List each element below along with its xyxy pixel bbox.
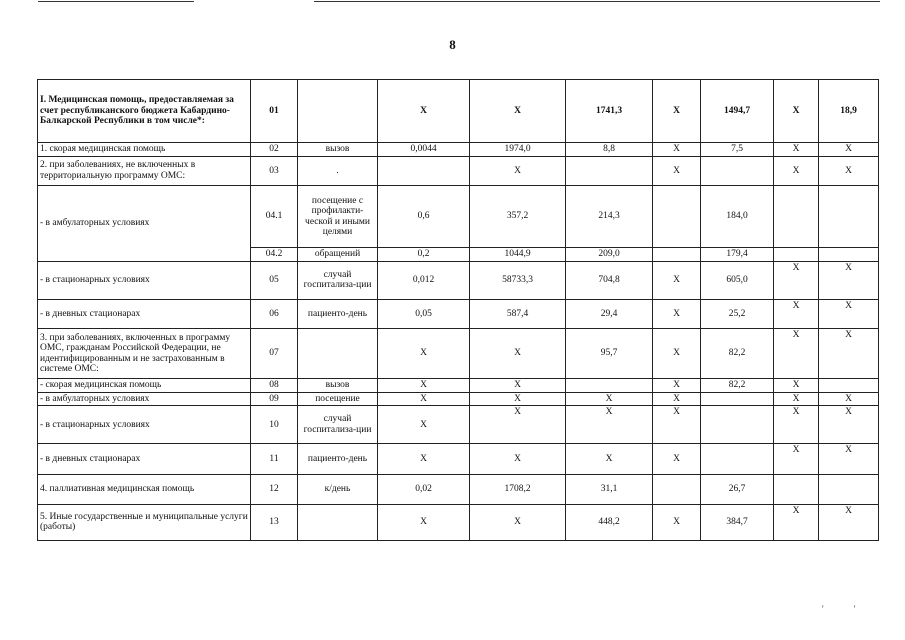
value-cell — [774, 248, 819, 262]
value-cell: X — [653, 379, 701, 393]
value-cell: X — [774, 156, 819, 185]
top-rule-left — [38, 1, 194, 2]
value-cell — [566, 379, 653, 393]
value-cell: 82,2 — [701, 379, 774, 393]
value-cell: X — [774, 379, 819, 393]
row-code: 06 — [251, 299, 298, 328]
value-cell: X — [819, 406, 879, 444]
unit-cell: обращений — [298, 248, 378, 262]
row-label: - в амбулаторных условиях — [38, 392, 251, 406]
table-row — [38, 185, 879, 247]
value-cell: 26,7 — [701, 474, 774, 504]
value-cell: X — [819, 329, 879, 379]
value-cell: X — [774, 329, 819, 379]
value-cell — [653, 474, 701, 504]
value-cell — [819, 474, 879, 504]
value-cell: 0,05 — [378, 299, 470, 328]
row-code: 07 — [251, 329, 298, 379]
value-cell: X — [774, 299, 819, 328]
row-code: 01 — [251, 80, 298, 143]
value-cell: 1708,2 — [470, 474, 566, 504]
value-cell: X — [653, 406, 701, 444]
value-cell: X — [566, 392, 653, 406]
value-cell: 704,8 — [566, 261, 653, 299]
value-cell: 31,1 — [566, 474, 653, 504]
value-cell — [701, 392, 774, 406]
table-row — [38, 444, 879, 474]
value-cell: 605,0 — [701, 261, 774, 299]
value-cell: X — [470, 392, 566, 406]
table-row — [38, 261, 879, 299]
table-row — [38, 392, 879, 406]
row-label: - скорая медицинская помощь — [38, 379, 251, 393]
value-cell: 95,7 — [566, 329, 653, 379]
value-cell: 214,3 — [566, 185, 653, 247]
value-cell: 0,012 — [378, 261, 470, 299]
value-cell: X — [653, 444, 701, 474]
value-cell: X — [653, 80, 701, 143]
row-label: - в дневных стационарах — [38, 444, 251, 474]
page-number: 8 — [449, 37, 456, 52]
value-cell: 0,2 — [378, 248, 470, 262]
value-cell — [819, 185, 879, 247]
value-cell: 179,4 — [701, 248, 774, 262]
value-cell — [819, 379, 879, 393]
value-cell — [653, 185, 701, 247]
value-cell: 1974,0 — [470, 143, 566, 157]
value-cell — [774, 474, 819, 504]
value-cell — [701, 156, 774, 185]
value-cell: X — [819, 504, 879, 540]
value-cell: 448,2 — [566, 504, 653, 540]
value-cell: X — [819, 143, 879, 157]
value-cell: X — [378, 379, 470, 393]
value-cell: X — [653, 143, 701, 157]
unit-cell: пациенто-день — [298, 299, 378, 328]
row-label: 1. скорая медицинская помощь — [38, 143, 251, 157]
row-code: 13 — [251, 504, 298, 540]
value-cell: X — [653, 156, 701, 185]
value-cell: X — [378, 392, 470, 406]
unit-cell: пациенто-день — [298, 444, 378, 474]
value-cell: 384,7 — [701, 504, 774, 540]
value-cell: X — [774, 406, 819, 444]
unit-cell: посещение с профилакти-ческой и иными целями — [298, 185, 378, 247]
unit-cell: . — [298, 156, 378, 185]
value-cell: X — [774, 504, 819, 540]
row-label: 3. при заболеваниях, включенных в программу ОМС, гражданам Российской Федерации, не идентифицированным и не застрахованным в системе ОМС: — [38, 329, 251, 379]
financing-table — [37, 79, 879, 541]
unit-cell — [298, 329, 378, 379]
value-cell — [819, 248, 879, 262]
table-row — [38, 474, 879, 504]
value-cell: X — [774, 444, 819, 474]
row-label: - в стационарных условиях — [38, 261, 251, 299]
value-cell: 1741,3 — [566, 80, 653, 143]
value-cell: 82,2 — [701, 329, 774, 379]
row-label: 4. паллиативная медицинская помощь — [38, 474, 251, 504]
value-cell — [378, 156, 470, 185]
table-row — [38, 504, 879, 540]
row-code: 02 — [251, 143, 298, 157]
value-cell: X — [470, 504, 566, 540]
value-cell: 8,8 — [566, 143, 653, 157]
table-row — [38, 379, 879, 393]
row-code: 03 — [251, 156, 298, 185]
unit-cell: случай госпитализа-ции — [298, 261, 378, 299]
row-code: 10 — [251, 406, 298, 444]
value-cell: X — [470, 80, 566, 143]
unit-cell: к/день — [298, 474, 378, 504]
unit-cell — [298, 504, 378, 540]
value-cell: X — [774, 261, 819, 299]
value-cell: 7,5 — [701, 143, 774, 157]
value-cell: X — [819, 444, 879, 474]
value-cell: 29,4 — [566, 299, 653, 328]
unit-cell: посещение — [298, 392, 378, 406]
table-row — [38, 329, 879, 379]
row-label: - в дневных стационарах — [38, 299, 251, 328]
value-cell: 1044,9 — [470, 248, 566, 262]
table-row — [38, 80, 879, 143]
table-row — [38, 406, 879, 444]
value-cell: 209,0 — [566, 248, 653, 262]
row-label: - в амбулаторных условиях — [38, 185, 251, 261]
value-cell: X — [653, 299, 701, 328]
value-cell: 0,6 — [378, 185, 470, 247]
value-cell: X — [819, 392, 879, 406]
value-cell: X — [774, 80, 819, 143]
unit-cell — [298, 80, 378, 143]
value-cell: X — [819, 299, 879, 328]
value-cell: X — [470, 156, 566, 185]
value-cell: X — [378, 444, 470, 474]
unit-cell: случай госпитализа-ции — [298, 406, 378, 444]
value-cell: X — [566, 406, 653, 444]
value-cell: X — [774, 392, 819, 406]
row-code: 05 — [251, 261, 298, 299]
table-row — [38, 143, 879, 157]
value-cell — [701, 444, 774, 474]
footer-marks: ' ' — [822, 604, 870, 614]
value-cell: 184,0 — [701, 185, 774, 247]
value-cell: X — [653, 504, 701, 540]
value-cell — [774, 185, 819, 247]
value-cell: X — [470, 329, 566, 379]
value-cell: 587,4 — [470, 299, 566, 328]
value-cell: 357,2 — [470, 185, 566, 247]
table-body — [38, 80, 879, 541]
row-code: 11 — [251, 444, 298, 474]
value-cell: 1494,7 — [701, 80, 774, 143]
value-cell: X — [470, 444, 566, 474]
value-cell: 18,9 — [819, 80, 879, 143]
value-cell: 0,02 — [378, 474, 470, 504]
value-cell: 58733,3 — [470, 261, 566, 299]
value-cell: 25,2 — [701, 299, 774, 328]
row-code: 04.1 — [251, 185, 298, 247]
value-cell: X — [653, 392, 701, 406]
row-code: 04.2 — [251, 248, 298, 262]
value-cell: X — [378, 329, 470, 379]
value-cell — [653, 248, 701, 262]
top-rule-right — [314, 1, 880, 2]
value-cell: 0,0044 — [378, 143, 470, 157]
row-label: - в стационарных условиях — [38, 406, 251, 444]
row-label: I. Медицинская помощь, предоставляемая за счет республиканского бюджета Кабардино-Балкарской Республики в том числе*: — [38, 80, 251, 143]
unit-cell: вызов — [298, 379, 378, 393]
value-cell: X — [653, 261, 701, 299]
unit-cell: вызов — [298, 143, 378, 157]
value-cell: X — [653, 329, 701, 379]
value-cell: X — [566, 444, 653, 474]
value-cell: X — [378, 80, 470, 143]
value-cell — [566, 156, 653, 185]
value-cell: X — [378, 406, 470, 444]
value-cell: X — [378, 504, 470, 540]
table-row — [38, 299, 879, 328]
value-cell: X — [774, 143, 819, 157]
row-code: 08 — [251, 379, 298, 393]
value-cell: X — [819, 156, 879, 185]
value-cell: X — [819, 261, 879, 299]
row-code: 12 — [251, 474, 298, 504]
row-code: 09 — [251, 392, 298, 406]
row-label: 2. при заболеваниях, не включенных в территориальную программу ОМС: — [38, 156, 251, 185]
value-cell — [701, 406, 774, 444]
table-row — [38, 156, 879, 185]
value-cell: X — [470, 406, 566, 444]
value-cell: X — [470, 379, 566, 393]
row-label: 5. Иные государственные и муниципальные услуги (работы) — [38, 504, 251, 540]
